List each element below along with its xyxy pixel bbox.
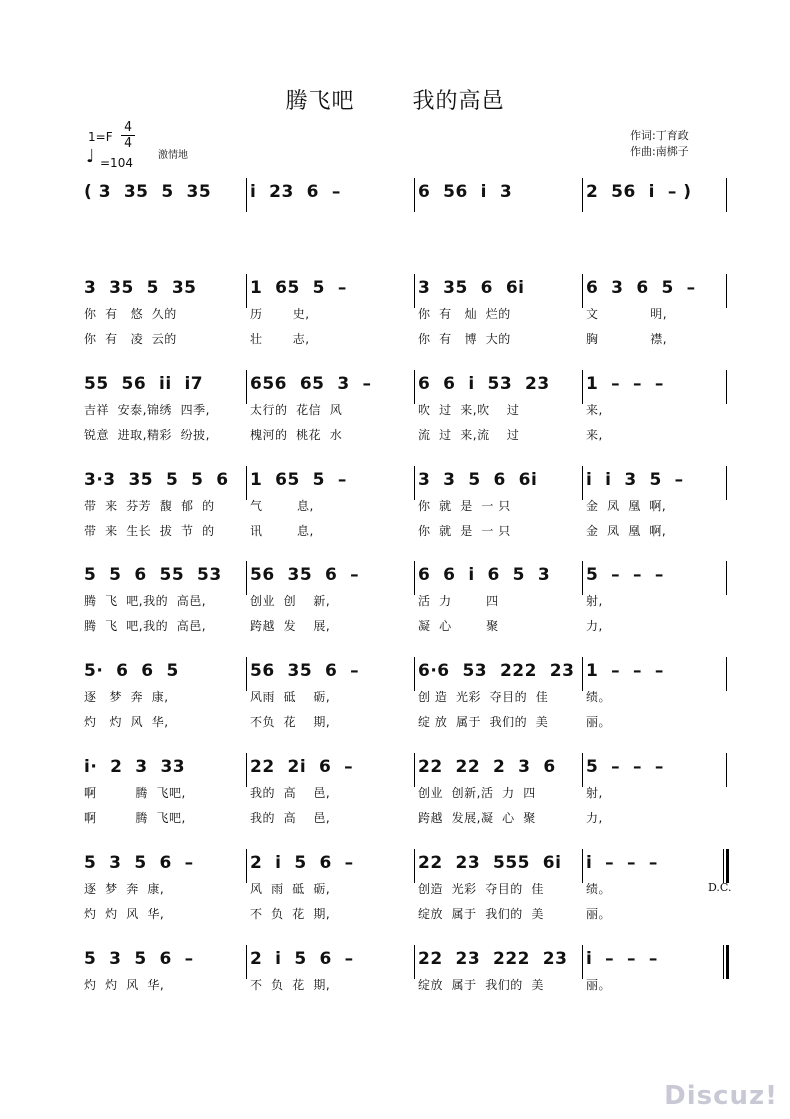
bar-line: [414, 370, 415, 404]
composer-credit: 作曲:南梆子: [630, 145, 689, 158]
time-signature-bottom: 4: [124, 136, 132, 151]
lyric-text: 不负 花 期,: [250, 715, 331, 729]
lyric-text: 绩。: [586, 690, 612, 704]
lyric-text: 锐意 进取,精彩 纷披,: [84, 428, 210, 442]
lyric-text: 逐 梦 奔 康,: [84, 690, 169, 704]
lyric-text: 创业 创 新,: [250, 594, 331, 608]
expression-marking: 激情地: [158, 150, 188, 161]
measure-notes: 3 35 5 35: [84, 278, 197, 298]
bar-line: [582, 753, 583, 787]
bar-line: [726, 466, 727, 500]
measure-notes: 6 3 6 5 –: [586, 278, 696, 298]
measure-notes: 1 – – –: [586, 661, 664, 681]
bar-line: [582, 466, 583, 500]
lyric-text: 灼 灼 风 华,: [84, 978, 165, 992]
measure-notes: 3 3 5 6 6i: [418, 470, 538, 490]
measure-notes: 22 23 222 23: [418, 949, 568, 969]
lyric-text: 丽。: [586, 978, 612, 992]
lyric-text: 吹 过 来,吹 过: [418, 403, 520, 417]
bar-line: [246, 370, 247, 404]
measure-notes: i – – –: [586, 949, 658, 969]
lyric-text: 灼 灼 风 华,: [84, 715, 169, 729]
lyric-text: 创 造 光彩 夺目的 佳: [418, 690, 549, 704]
lyric-text: 风 雨 砥 砺,: [250, 882, 331, 896]
lyric-text: 金 凤 凰 啊,: [586, 499, 667, 513]
time-signature: [121, 121, 135, 150]
measure-notes: 5 – – –: [586, 565, 664, 585]
time-signature-top: 4: [124, 120, 132, 135]
da-capo-marking: D.C.: [708, 881, 732, 894]
bar-line: [246, 657, 247, 691]
lyric-text: 灼 灼 风 华,: [84, 907, 165, 921]
lyric-text: 射,: [586, 786, 603, 800]
bar-line: [726, 178, 727, 212]
measure-notes: 5 – – –: [586, 757, 664, 777]
credits: [630, 128, 689, 160]
bar-line: [582, 561, 583, 595]
lyric-text: 太行的 花信 风: [250, 403, 343, 417]
lyric-text: 射,: [586, 594, 603, 608]
bar-line: [726, 274, 727, 308]
measure-notes: 22 2i 6 –: [250, 757, 354, 777]
measure-notes: 22 23 555 6i: [418, 853, 562, 873]
lyric-text: 不 负 花 期,: [250, 978, 331, 992]
lyric-text: 活 力 四: [418, 594, 499, 608]
lyric-text: 带 来 芬芳 馥 郁 的: [84, 499, 215, 513]
bar-line: [723, 849, 724, 883]
lyric-text: 绩。: [586, 882, 612, 896]
measure-notes: 6 6 i 6 5 3: [418, 565, 551, 585]
measure-notes: i 23 6 –: [250, 182, 341, 202]
lyric-text: 你 有 博 大的: [418, 332, 511, 346]
measure-notes: 2 i 5 6 –: [250, 853, 354, 873]
measure-notes: 5· 6 6 5: [84, 661, 179, 681]
final-bar-line: [726, 945, 729, 979]
lyric-text: 吉祥 安泰,锦绣 四季,: [84, 403, 210, 417]
measure-notes: 5 3 5 6 –: [84, 949, 194, 969]
lyric-text: 逐 梦 奔 康,: [84, 882, 165, 896]
title-part-2: 我的高邑: [412, 89, 505, 114]
measure-notes: 6 6 i 53 23: [418, 374, 550, 394]
measure-notes: 5 3 5 6 –: [84, 853, 194, 873]
measure-notes: 2 56 i – ): [586, 182, 692, 202]
bar-line: [246, 561, 247, 595]
measure-notes: 6·6 53 222 23: [418, 661, 575, 681]
bar-line: [246, 849, 247, 883]
lyric-text: 槐河的 桃花 水: [250, 428, 343, 442]
measure-notes: 1 65 5 –: [250, 470, 347, 490]
lyric-text: 丽。: [586, 715, 612, 729]
bar-line: [414, 178, 415, 212]
bar-line: [582, 274, 583, 308]
bar-line: [726, 561, 727, 595]
bar-line: [246, 945, 247, 979]
lyric-text: 气 息,: [250, 499, 314, 513]
bar-line: [726, 370, 727, 404]
lyric-text: 不 负 花 期,: [250, 907, 331, 921]
measure-notes: 6 56 i 3: [418, 182, 513, 202]
measure-notes: 56 35 6 –: [250, 565, 360, 585]
lyricist-credit: 作词:丁育政: [630, 129, 689, 142]
bar-line: [246, 274, 247, 308]
lyric-text: 凝 心 聚: [418, 619, 499, 633]
song-title: [0, 84, 790, 115]
bar-line: [726, 657, 727, 691]
bar-line: [414, 753, 415, 787]
bar-line: [582, 657, 583, 691]
measure-notes: i i 3 5 –: [586, 470, 684, 490]
bar-line: [414, 274, 415, 308]
measure-notes: 3·3 35 5 5 6: [84, 470, 229, 490]
lyric-text: 绽放 属于 我们的 美: [418, 978, 544, 992]
lyric-text: 壮 志,: [250, 332, 310, 346]
lyric-text: 绽 放 属于 我们的 美: [418, 715, 549, 729]
lyric-text: 创业 创新,活 力 四: [418, 786, 536, 800]
lyric-text: 历 史,: [250, 307, 310, 321]
bar-line: [414, 561, 415, 595]
bar-line: [582, 178, 583, 212]
lyric-text: 创造 光彩 夺目的 佳: [418, 882, 544, 896]
lyric-text: 腾 飞 吧,我的 高邑,: [84, 619, 207, 633]
lyric-text: 风雨 砥 砺,: [250, 690, 331, 704]
lyric-text: 我的 高 邑,: [250, 811, 331, 825]
lyric-text: 你 就 是 一 只: [418, 499, 511, 513]
lyric-text: 你 就 是 一 只: [418, 524, 511, 538]
lyric-text: 来,: [586, 428, 603, 442]
lyric-text: 我的 高 邑,: [250, 786, 331, 800]
lyric-text: 胸 襟,: [586, 332, 668, 346]
measure-notes: 22 22 2 3 6: [418, 757, 556, 777]
lyric-text: 力,: [586, 811, 603, 825]
measure-notes: i· 2 3 33: [84, 757, 186, 777]
bar-line: [246, 753, 247, 787]
lyric-text: 金 凤 凰 啊,: [586, 524, 667, 538]
measure-notes: 5 5 6 55 53: [84, 565, 222, 585]
lyric-text: 你 有 悠 久的: [84, 307, 177, 321]
bar-line: [723, 945, 724, 979]
lyric-text: 丽。: [586, 907, 612, 921]
final-bar-line: [726, 849, 729, 883]
measure-notes: 1 – – –: [586, 374, 664, 394]
bar-line: [414, 466, 415, 500]
bar-line: [582, 370, 583, 404]
bar-line: [246, 466, 247, 500]
bar-line: [414, 849, 415, 883]
discuz-watermark: Discuz!: [664, 1081, 778, 1111]
lyric-text: 带 来 生长 拔 节 的: [84, 524, 215, 538]
quarter-note-icon: ♩: [86, 146, 95, 167]
measure-notes: i – – –: [586, 853, 658, 873]
lyric-text: 跨越 发 展,: [250, 619, 331, 633]
measure-notes: 55 56 ii i7: [84, 374, 204, 394]
lyric-text: 流 过 来,流 过: [418, 428, 520, 442]
lyric-text: 力,: [586, 619, 603, 633]
lyric-text: 文 明,: [586, 307, 668, 321]
bar-line: [582, 849, 583, 883]
tempo-marking: =104: [100, 156, 133, 170]
lyric-text: 你 有 凌 云的: [84, 332, 177, 346]
lyric-text: 啊 腾 飞吧,: [84, 811, 186, 825]
title-part-1: 腾飞吧: [285, 89, 355, 114]
lyric-text: 讯 息,: [250, 524, 314, 538]
lyric-text: 跨越 发展,凝 心 聚: [418, 811, 536, 825]
bar-line: [246, 178, 247, 212]
bar-line: [726, 753, 727, 787]
bar-line: [414, 657, 415, 691]
lyric-text: 腾 飞 吧,我的 高邑,: [84, 594, 207, 608]
measure-notes: ( 3 35 5 35: [84, 182, 212, 202]
lyric-text: 啊 腾 飞吧,: [84, 786, 186, 800]
lyric-text: 绽放 属于 我们的 美: [418, 907, 544, 921]
measure-notes: 2 i 5 6 –: [250, 949, 354, 969]
lyric-text: 你 有 灿 烂的: [418, 307, 511, 321]
measure-notes: 656 65 3 –: [250, 374, 372, 394]
bar-line: [582, 945, 583, 979]
bar-line: [414, 945, 415, 979]
lyric-text: 来,: [586, 403, 603, 417]
key-signature: 1=F: [88, 130, 113, 144]
measure-notes: 56 35 6 –: [250, 661, 360, 681]
measure-notes: 3 35 6 6i: [418, 278, 525, 298]
measure-notes: 1 65 5 –: [250, 278, 347, 298]
